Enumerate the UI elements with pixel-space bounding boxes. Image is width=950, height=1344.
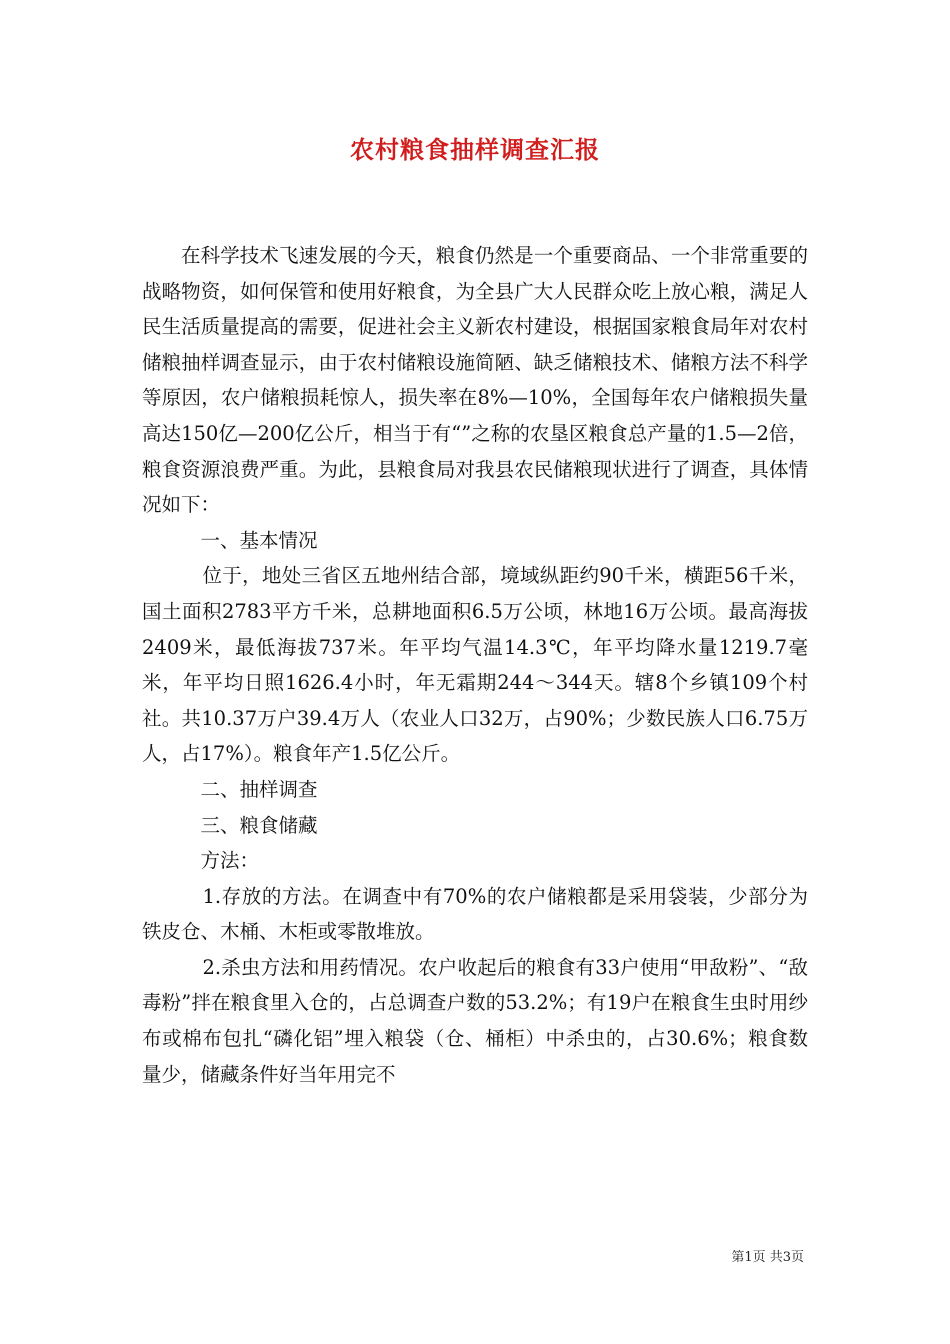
document-title: 农村粮食抽样调查汇报	[350, 135, 600, 164]
page-number-footer: 第1页 共3页	[731, 1250, 804, 1265]
storage-method-paragraph: 1.存放的方法。在调查中有70%的农户储粮都是采用袋装，少部分为铁皮仓、木桶、木柜或零散堆放。	[142, 884, 808, 944]
document-body	[142, 238, 808, 1092]
section-heading-sampling: 二、抽样调查	[200, 777, 318, 801]
section-heading-basic-info: 一、基本情况	[200, 528, 318, 552]
section-heading-storage: 三、粮食储藏	[200, 813, 318, 837]
pest-control-paragraph: 2.杀虫方法和用药情况。农户收起后的粮食有33户使用“甲敌粉”、“敌毒粉”拌在粮食里入仓的，占总调查户数的53.2%；有19户在粮食生虫时用纱布或棉布包扎“磷化铝”埋入粮袋（仓、桶柜）中杀虫的，占30.6%；粮食数量少，储藏条件好当年用完不	[142, 955, 808, 1086]
basic-info-paragraph: 位于，地处三省区五地州结合部，境域纵距约90千米，横距56千米，国土面积2783平方千米，总耕地面积6.5万公顷，林地16万公顷。最高海拔2409米，最低海拔737米。年平均气温14.3℃，年平均降水量1219.7毫米，年平均日照1626.4小时，年无霜期244～344天。辖8个乡镇109个村社。共10.37万户39.4万人（农业人口32万，占90%；少数民族人口6.75万人，占17%）。粮食年产1.5亿公斤。	[142, 564, 808, 766]
intro-paragraph: 在科学技术飞速发展的今天，粮食仍然是一个重要商品、一个非常重要的战略物资，如何保管和使用好粮食，为全县广大人民群众吃上放心粮，满足人民生活质量提高的需要，促进社会主义新农村建设，根据国家粮食局年对农村储粮抽样调查显示，由于农村储粮设施简陋、缺乏储粮技术、储粮方法不科学等原因，农户储粮损耗惊人，损失率在8%—10%，全国每年农户储粮损失量高达150亿—200亿公斤，相当于有“”之称的农垦区粮食总产量的1.5—2倍，粮食资源浪费严重。为此，县粮食局对我县农民储粮现状进行了调查，具体情况如下：	[142, 244, 808, 517]
methods-label: 方法：	[200, 849, 260, 873]
